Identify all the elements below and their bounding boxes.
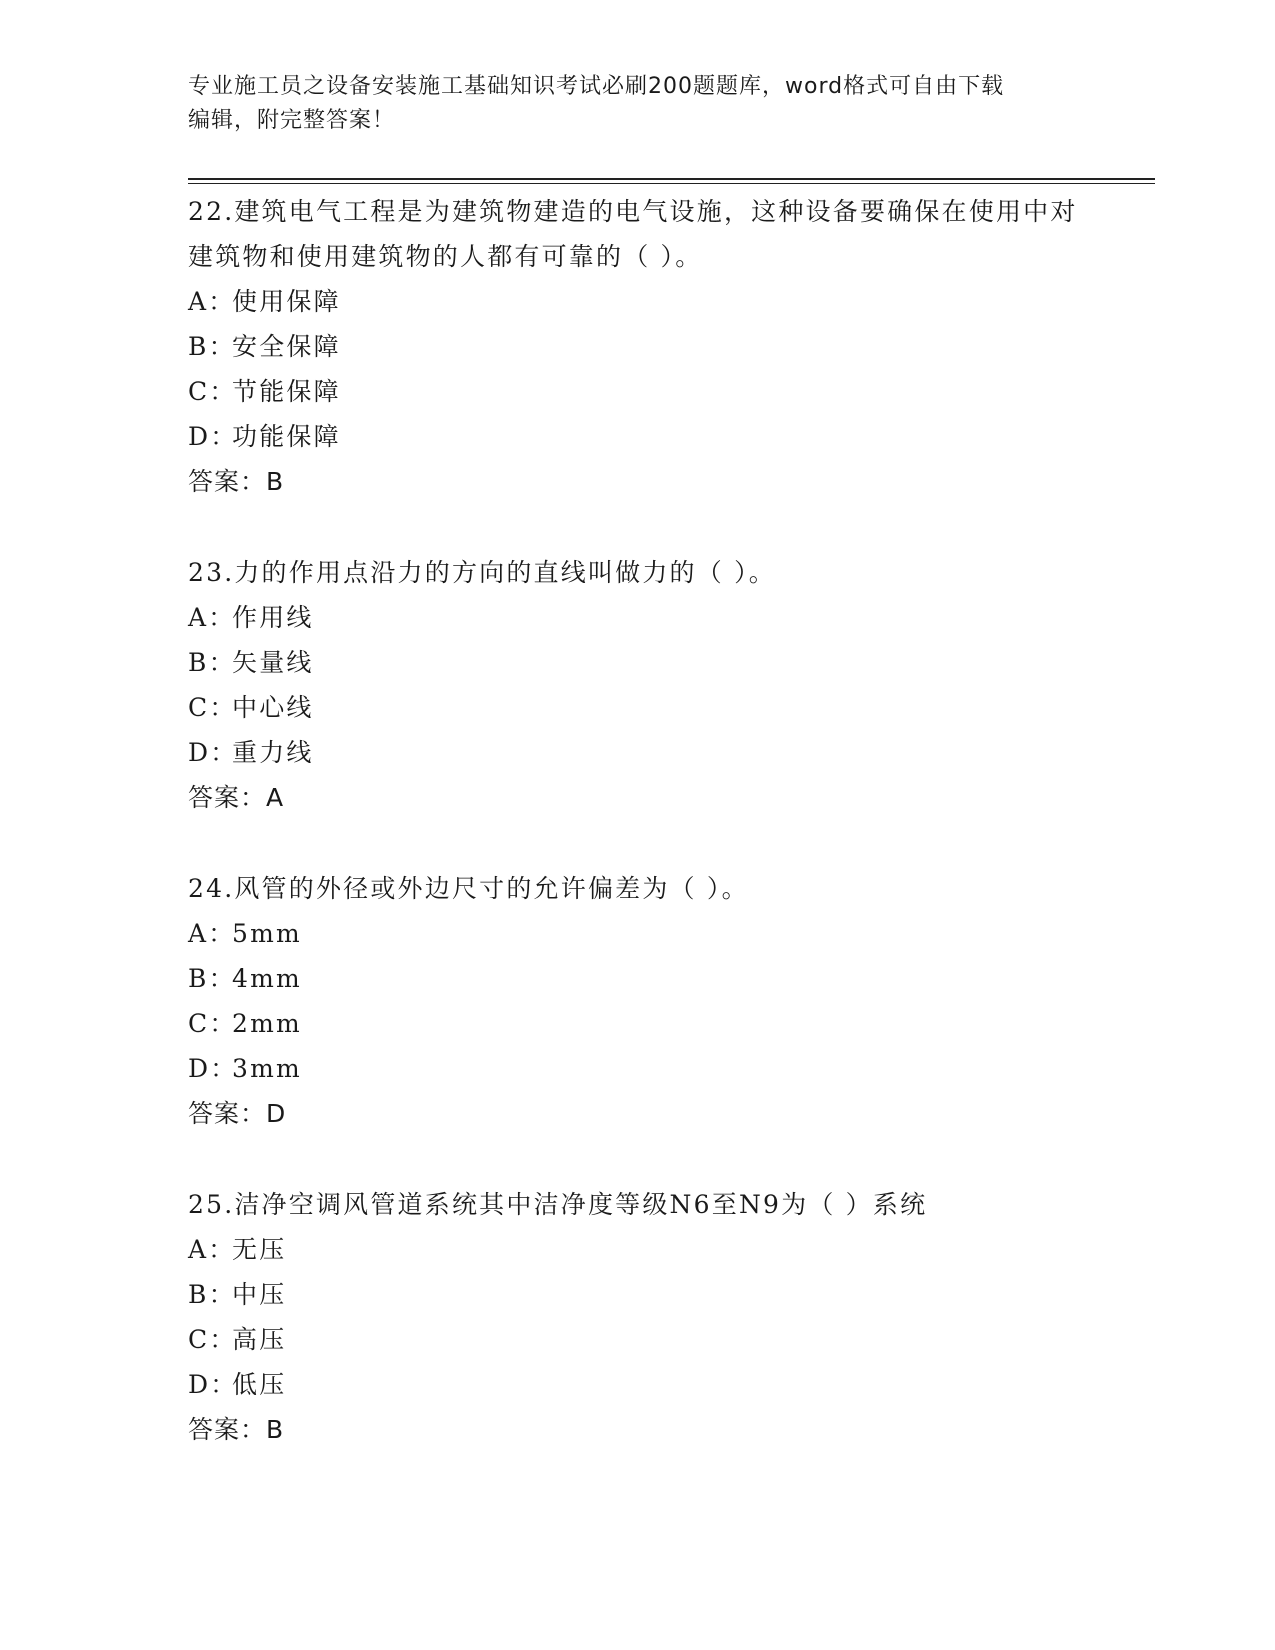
option-text: 重力线 [232,738,314,767]
option-key: D： [188,1054,238,1083]
question-23 [188,550,1088,820]
option-key: C： [188,693,237,722]
question-list [188,189,1088,1498]
question-text: 24.风管的外径或外边尺寸的允许偏差为（ ）。 [188,874,749,903]
option-text: 4mm [232,964,302,993]
question-25 [188,1182,1088,1452]
option-text: 节能保障 [232,377,341,406]
answer: 答案：B [188,1415,285,1444]
answer: 答案：A [188,783,285,812]
option-key: D： [188,1370,238,1399]
option-b [188,1272,1088,1317]
option-text: 2mm [232,1009,302,1038]
option-key: B： [188,1280,236,1309]
option-a [188,1227,1088,1272]
option-d [188,730,1088,775]
answer: 答案：B [188,467,285,496]
option-key: B： [188,964,236,993]
option-text: 作用线 [232,603,314,632]
option-c [188,1317,1088,1362]
option-key: A： [188,1235,236,1264]
option-d [188,1046,1088,1091]
option-key: A： [188,919,236,948]
question-24 [188,866,1088,1136]
header-title-line-2: 编辑，附完整答案！ [188,108,396,133]
option-key: B： [188,332,236,361]
option-key: D： [188,422,238,451]
option-c [188,369,1088,414]
option-key: A： [188,287,236,316]
option-d [188,414,1088,459]
header-title-line-1: 专业施工员之设备安装施工基础知识考试必刷200题题库，word格式可自由下载 [188,74,1005,99]
option-key: C： [188,1009,237,1038]
option-key: D： [188,738,238,767]
option-text: 中心线 [232,693,314,722]
option-text: 高压 [232,1325,287,1354]
option-c [188,1001,1088,1046]
option-a [188,911,1088,956]
option-key: C： [188,377,237,406]
header-divider-thin [188,183,1155,184]
option-text: 低压 [232,1370,287,1399]
option-d [188,1362,1088,1407]
option-text: 使用保障 [232,287,341,316]
option-text: 中压 [232,1280,287,1309]
answer: 答案：D [188,1099,287,1128]
option-b [188,640,1088,685]
option-text: 无压 [232,1235,287,1264]
option-a [188,595,1088,640]
option-c [188,685,1088,730]
option-key: A： [188,603,236,632]
question-text: 25.洁净空调风管道系统其中洁净度等级N6至N9为（ ）系统 [188,1190,928,1219]
option-text: 矢量线 [232,648,314,677]
option-text: 功能保障 [232,422,341,451]
question-text: 23.力的作用点沿力的方向的直线叫做力的（ ）。 [188,558,777,587]
option-b [188,324,1088,369]
page-header [188,70,1088,138]
header-divider [188,178,1155,180]
option-a [188,279,1088,324]
question-22 [188,189,1088,504]
option-text: 3mm [232,1054,302,1083]
question-text: 22.建筑电气工程是为建筑物建造的电气设施，这种设备要确保在使用中对建筑物和使用建筑物的人都有可靠的（ ）。 [188,197,1078,271]
option-text: 安全保障 [232,332,341,361]
option-b [188,956,1088,1001]
option-text: 5mm [232,919,302,948]
option-key: B： [188,648,236,677]
option-key: C： [188,1325,237,1354]
